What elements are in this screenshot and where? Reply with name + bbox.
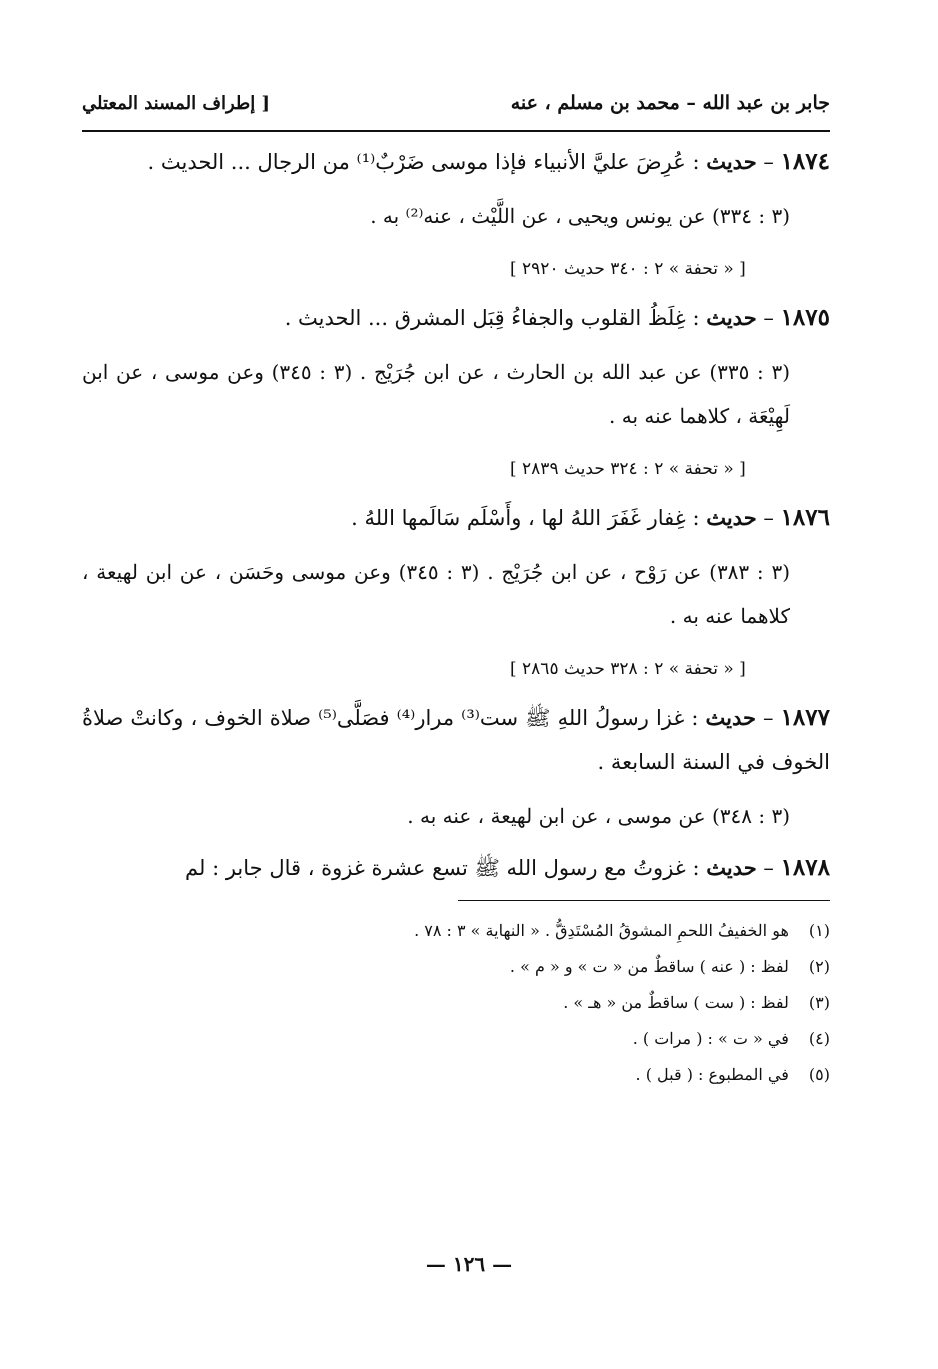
page-number: — ١٢٦ —	[425, 1252, 513, 1276]
hadith-text: : غِفار غَفَرَ اللهُ لها ، وأَسْلَم سَالَمها اللهُ .	[351, 506, 700, 530]
tuhfa-reference: [ « تحفة » ٢ : ٣٢٤ حديث ٢٨٣٩ ]	[510, 459, 746, 479]
hadith-text: : غزوتُ مع رسول الله ﷺ تسع عشرة غزوة ، قال جابر : لم	[185, 856, 700, 880]
footnote-text: في « ت » : ( مرات ) .	[632, 1029, 789, 1048]
hadith-keyword: حديث	[706, 305, 757, 330]
hadith-chain: (٣ : ٣٣٥) عن عبد الله بن الحارث ، عن ابن جُرَيْج . (٣ : ٣٤٥) وعن موسى ، عن ابن لَهِيْعَة ، كلاهما عنه به .	[82, 360, 791, 428]
footnote-number: (٥)	[808, 1065, 830, 1084]
footnote-item	[82, 1021, 830, 1057]
footnote-item	[82, 1057, 830, 1093]
footnote-number: (١)	[808, 921, 830, 940]
tuhfa-reference: [ « تحفة » ٢ : ٣٤٠ حديث ٢٩٢٠ ]	[510, 259, 746, 279]
hadith-keyword: حديث	[706, 505, 757, 530]
hadith-keyword: حديث	[705, 705, 756, 730]
hadith-1874: ١٨٧٤ – حديث : عُرِضَ عليَّ الأنبياء فإذا موسى ضَرْبٌ⁽¹⁾ من الرجال ... الحديث .	[147, 148, 830, 175]
footnote-number: (٣)	[808, 993, 830, 1012]
footnotes	[82, 913, 830, 1093]
hadith-number: ١٨٧٦	[780, 504, 830, 531]
hadith-number: ١٨٧٧	[780, 704, 830, 731]
running-header	[82, 92, 830, 132]
footnote-item	[82, 985, 830, 1021]
hadith-chain: (٣ : ٣٤٨) عن موسى ، عن ابن لهيعة ، عنه به .	[407, 804, 790, 828]
hadith-text: : غزا رسولُ اللهِ ﷺ ست⁽³⁾ مرار⁽⁴⁾ فصَلَّى⁽⁵⁾ صلاة الخوف ، وكانتْ صلاةُ الخوف في السنة السابعة .	[82, 706, 830, 774]
header-title: جابر بن عبد الله – محمد بن مسلم ، عنه	[510, 92, 830, 114]
footnote-divider	[458, 900, 830, 901]
hadith-number: ١٨٧٨	[780, 854, 830, 881]
hadith-1878: ١٨٧٨ – حديث : غزوتُ مع رسول الله ﷺ تسع عشرة غزوة ، قال جابر : لم	[185, 854, 830, 881]
footnote-item	[82, 913, 830, 949]
hadith-number: ١٨٧٥	[780, 304, 830, 331]
footnote-text: هو الخفيفُ اللحمِ المشوقُ المُسْتَدِقُّ . « النهاية » ٣ : ٧٨ .	[414, 921, 789, 940]
hadith-text: : عُرِضَ عليَّ الأنبياء فإذا موسى ضَرْبٌ⁽¹⁾ من الرجال ... الحديث .	[147, 150, 700, 174]
hadith-1877: ١٨٧٧ – حديث : غزا رسولُ اللهِ ﷺ ست⁽³⁾ مرار⁽⁴⁾ فصَلَّى⁽⁵⁾ صلاة الخوف ، وكانتْ صلاةُ الخوف في السنة السابعة .	[82, 704, 830, 774]
hadith-1876: ١٨٧٦ – حديث : غِفار غَفَرَ اللهُ لها ، وأَسْلَم سَالَمها اللهُ .	[351, 504, 830, 531]
tuhfa-reference: [ « تحفة » ٢ : ٣٢٨ حديث ٢٨٦٥ ]	[510, 659, 746, 679]
page	[82, 92, 830, 1093]
hadith-chain: (٣ : ٣٨٣) عن رَوْح ، عن ابن جُرَيْج . (٣ : ٣٤٥) وعن موسى وحَسَن ، عن ابن لهيعة ، كلاهما عنه به .	[82, 560, 790, 628]
hadith-keyword: حديث	[706, 149, 757, 174]
footnote-text: لفظ : ( ست ) ساقطٌ من « هـ » .	[563, 993, 789, 1012]
hadith-1875: ١٨٧٥ – حديث : غِلَظُ القلوب والجفاءُ قِبَل المشرق ... الحديث .	[284, 304, 830, 331]
footnote-number: (٢)	[808, 957, 830, 976]
hadith-text: : غِلَظُ القلوب والجفاءُ قِبَل المشرق ... الحديث .	[284, 306, 700, 330]
header-book-title: [ إطراف المسند المعتلي	[82, 93, 271, 114]
hadith-keyword: حديث	[706, 855, 757, 880]
footnote-text: في المطبوع : ( قبل ) .	[635, 1065, 789, 1084]
footnote-item	[82, 949, 830, 985]
footnote-text: لفظ : ( عنه ) ساقطٌ من « ت » و « م » .	[509, 957, 789, 976]
hadith-chain: (٣ : ٣٣٤) عن يونس ويحيى ، عن اللَّيْث ، عنه⁽²⁾ به .	[370, 204, 790, 228]
hadith-number: ١٨٧٤	[780, 148, 830, 175]
footnote-number: (٤)	[808, 1029, 830, 1048]
